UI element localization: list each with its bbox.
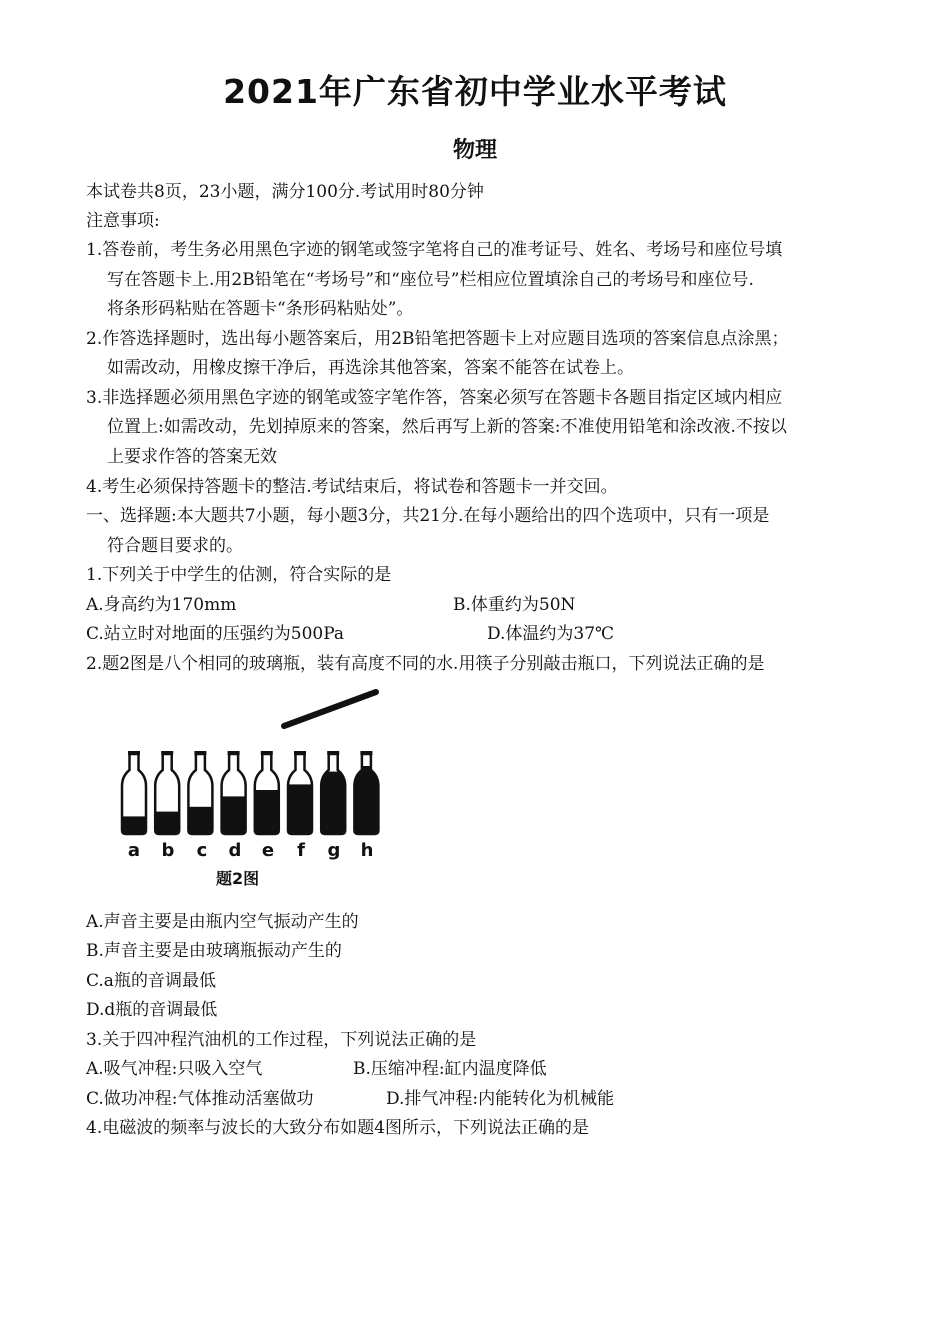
notice-heading: 注意事项: [86, 211, 160, 231]
water-f [286, 784, 314, 836]
note-2-line-1: 2.作答选择题时，选出每小题答案后，用2B铅笔把答题卡上对应题目选项的答案信息点涂黑； [86, 329, 789, 349]
q1-option-b: B.体重约为50N [453, 595, 576, 615]
bottle-label-g: g [327, 840, 341, 861]
q1-option-a: A.身高约为170mm [86, 595, 237, 615]
q2-option-d: D.d瓶的音调最低 [86, 1000, 218, 1020]
bottle-label-h: h [360, 840, 374, 861]
bottle-label-a: a [127, 840, 141, 861]
q2-option-a: A.声音主要是由瓶内空气振动产生的 [86, 912, 359, 932]
bottle-label-c: c [196, 840, 208, 861]
q1-stem: 1.下列关于中学生的估测，符合实际的是 [86, 565, 392, 585]
bottle-label-b: b [161, 840, 175, 861]
note-1-line-3: 将条形码粘贴在答题卡“条形码粘贴处”。 [107, 299, 414, 319]
q2-option-b: B.声音主要是由玻璃瓶振动产生的 [86, 941, 342, 961]
bottle-label-f: f [297, 840, 305, 861]
q3-option-a: A.吸气冲程:只吸入空气 [86, 1059, 263, 1079]
bottle-lip-f [294, 751, 306, 755]
q2-stem: 2.题2图是八个相同的玻璃瓶，装有高度不同的水.用筷子分别敲击瓶口，下列说法正确的是 [86, 654, 765, 674]
section-1-heading: 一、选择题:本大题共7小题，每小题3分，共21分.在每小题给出的四个选项中，只有一项是 [86, 506, 770, 526]
bottle-lip-h [360, 751, 372, 755]
q3-option-b: B.压缩冲程:缸内温度降低 [353, 1059, 547, 1079]
note-4-line-1: 4.考生必须保持答题卡的整洁.考试结束后，将试卷和答题卡一并交回。 [86, 477, 618, 497]
note-2-line-2: 如需改动，用橡皮擦干净后，再选涂其他答案，答案不能答在试卷上。 [107, 358, 634, 378]
chopstick [284, 692, 376, 726]
q1-option-d: D.体温约为37℃ [487, 624, 615, 644]
exam-summary: 本试卷共8页，23小题，满分100分.考试用时80分钟 [86, 182, 484, 202]
note-3-line-3: 上要求作答的答案无效 [107, 447, 277, 467]
bottle-lip-g [327, 751, 339, 755]
water-g [319, 772, 347, 836]
note-3-line-1: 3.非选择题必须用黑色字迹的钢笔或签字笔作答，答案必须写在答题卡各题目指定区域内相应 [86, 388, 783, 408]
water-d [220, 796, 248, 836]
bottle-lip-c [194, 751, 206, 755]
exam-title: 2021年广东省初中学业水平考试 [223, 72, 727, 111]
water-e [253, 790, 281, 836]
bottle-label-d: d [228, 840, 242, 861]
q1-option-c: C.站立时对地面的压强约为500Pa [86, 624, 345, 644]
bottle-lip-d [228, 751, 240, 755]
water-c [186, 807, 214, 836]
q3-stem: 3.关于四冲程汽油机的工作过程，下列说法正确的是 [86, 1030, 477, 1050]
subject-title: 物理 [452, 138, 497, 163]
bottle-lip-a [128, 751, 140, 755]
bottle-lip-e [261, 751, 273, 755]
q3-option-c: C.做功冲程:气体推动活塞做功 [86, 1089, 314, 1109]
q2-option-c: C.a瓶的音调最低 [86, 971, 216, 991]
note-3-line-2: 位置上:如需改动，先划掉原来的答案，然后再写上新的答案:不准使用铅笔和涂改液.不按以 [107, 417, 787, 437]
q3-option-d: D.排气冲程:内能转化为机械能 [386, 1089, 615, 1109]
bottle-label-e: e [261, 840, 275, 861]
q2-figure-caption: 题2图 [216, 869, 260, 888]
bottle-lip-b [161, 751, 173, 755]
note-1-line-2: 写在答题卡上.用2B铅笔在“考场号”和“座位号”栏相应位置填涂自己的考场号和座位号. [107, 270, 754, 290]
note-1-line-1: 1.答卷前，考生务必用黑色字迹的钢笔或签字笔将自己的准考证号、姓名、考场号和座位号填 [86, 240, 783, 260]
section-1-heading-cont: 符合题目要求的。 [107, 536, 243, 556]
q4-stem: 4.电磁波的频率与波长的大致分布如题4图所示，下列说法正确的是 [86, 1118, 590, 1138]
